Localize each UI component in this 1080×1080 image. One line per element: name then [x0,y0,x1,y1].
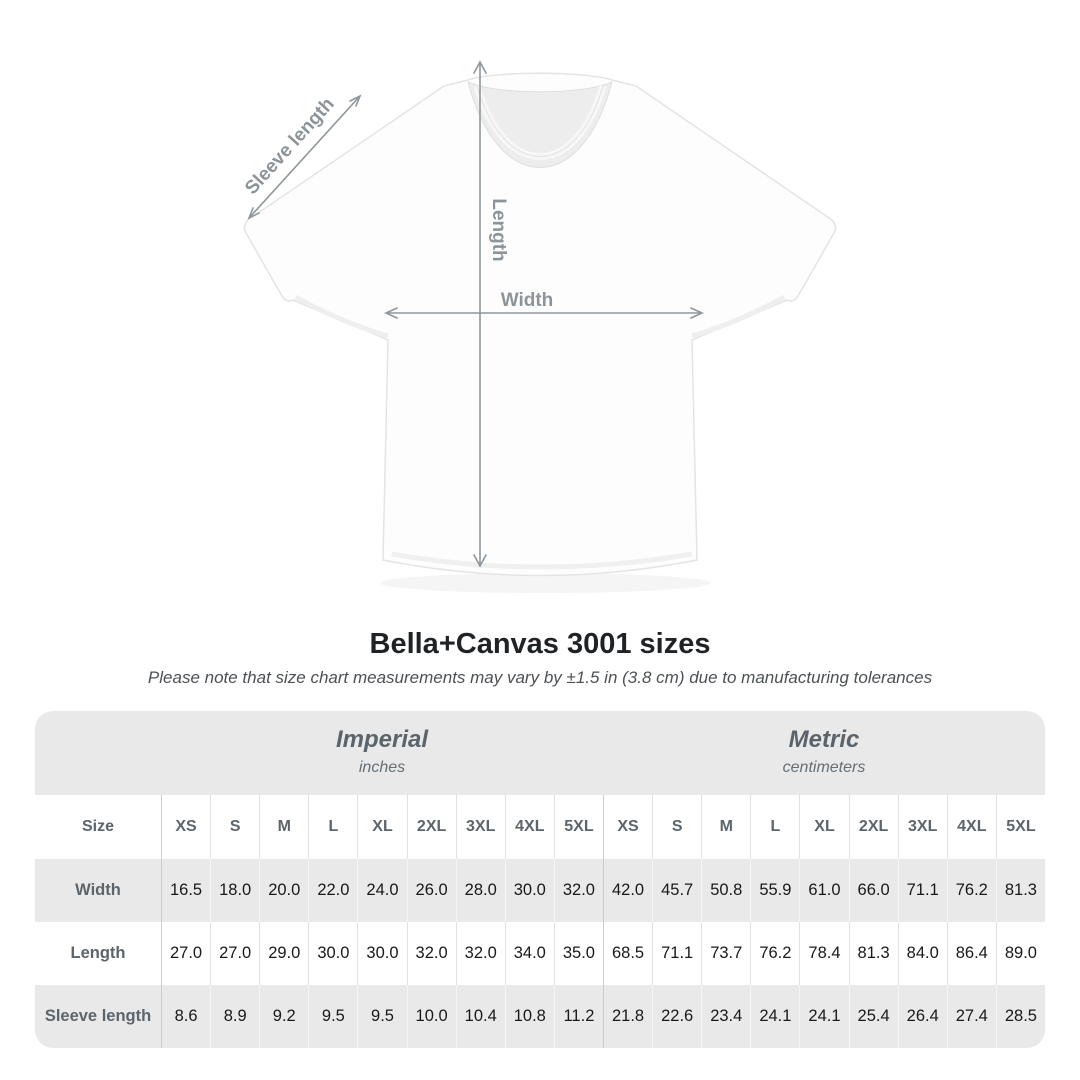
row-label-sleeve-length: Sleeve length [35,985,161,1048]
width-label: Width [500,290,554,311]
cell-sleeve-length-imperial-xs: 8.6 [161,985,210,1048]
cell-width-metric-4xl: 76.2 [947,859,996,922]
cell-sleeve-length-imperial-4xl: 10.8 [505,985,554,1048]
size-header-imperial-3xl: 3XL [456,795,505,859]
imperial-subtitle: inches [358,759,406,777]
cell-width-imperial-s: 18.0 [210,859,259,922]
cell-width-metric-3xl: 71.1 [898,859,947,922]
size-header-metric-m: M [701,795,750,859]
unit-band [35,711,1045,795]
cell-width-imperial-3xl: 28.0 [456,859,505,922]
size-chart-table [35,711,1045,1048]
size-header-metric-xl: XL [799,795,848,859]
cell-width-metric-xs: 42.0 [603,859,652,922]
unit-band-spacer [35,711,161,795]
cell-length-imperial-s: 27.0 [210,922,259,985]
cell-width-metric-l: 55.9 [750,859,799,922]
size-header-imperial-l: L [308,795,357,859]
cell-width-imperial-l: 22.0 [308,859,357,922]
cell-width-imperial-m: 20.0 [259,859,308,922]
size-header-metric-2xl: 2XL [849,795,898,859]
cell-sleeve-length-imperial-m: 9.2 [259,985,308,1048]
cell-length-metric-l: 76.2 [750,922,799,985]
cell-sleeve-length-metric-m: 23.4 [701,985,750,1048]
size-header-metric-l: L [750,795,799,859]
cell-length-imperial-xs: 27.0 [161,922,210,985]
cell-length-imperial-l: 30.0 [308,922,357,985]
cell-sleeve-length-metric-2xl: 25.4 [849,985,898,1048]
cell-sleeve-length-metric-4xl: 27.4 [947,985,996,1048]
cell-sleeve-length-metric-5xl: 28.5 [996,985,1045,1048]
size-header-imperial-s: S [210,795,259,859]
cell-sleeve-length-metric-s: 22.6 [652,985,701,1048]
cell-length-metric-4xl: 86.4 [947,922,996,985]
cell-sleeve-length-imperial-xl: 9.5 [357,985,406,1048]
cell-sleeve-length-imperial-5xl: 11.2 [554,985,603,1048]
sleeve-length-label: Sleeve length [241,93,339,199]
metric-title: Metric [788,726,860,754]
size-header-imperial-5xl: 5XL [554,795,603,859]
size-header-metric-xs: XS [603,795,652,859]
cell-sleeve-length-metric-3xl: 26.4 [898,985,947,1048]
cell-length-imperial-4xl: 34.0 [505,922,554,985]
cell-length-metric-5xl: 89.0 [996,922,1045,985]
size-header-imperial-xs: XS [161,795,210,859]
metric-subtitle: centimeters [782,759,866,777]
size-column-header: Size [35,795,161,859]
cell-sleeve-length-metric-xs: 21.8 [603,985,652,1048]
cell-width-imperial-2xl: 26.0 [407,859,456,922]
cell-length-metric-m: 73.7 [701,922,750,985]
unit-group-imperial [161,711,603,795]
cell-width-metric-m: 50.8 [701,859,750,922]
cell-sleeve-length-imperial-s: 8.9 [210,985,259,1048]
cell-sleeve-length-metric-xl: 24.1 [799,985,848,1048]
cell-sleeve-length-imperial-3xl: 10.4 [456,985,505,1048]
cell-width-metric-2xl: 66.0 [849,859,898,922]
size-header-metric-s: S [652,795,701,859]
cell-sleeve-length-imperial-2xl: 10.0 [407,985,456,1048]
cell-length-imperial-m: 29.0 [259,922,308,985]
size-header-imperial-xl: XL [357,795,406,859]
cell-width-metric-xl: 61.0 [799,859,848,922]
row-label-length: Length [35,922,161,985]
cell-sleeve-length-imperial-l: 9.5 [308,985,357,1048]
size-grid [35,795,1045,1048]
cell-length-metric-xl: 78.4 [799,922,848,985]
cell-width-metric-5xl: 81.3 [996,859,1045,922]
cell-length-metric-3xl: 84.0 [898,922,947,985]
page-title: Bella+Canvas 3001 sizes [369,628,711,660]
row-label-width: Width [35,859,161,922]
cell-length-imperial-3xl: 32.0 [456,922,505,985]
cell-sleeve-length-metric-l: 24.1 [750,985,799,1048]
cell-width-imperial-5xl: 32.0 [554,859,603,922]
title-block [0,628,1080,688]
cell-length-metric-s: 71.1 [652,922,701,985]
imperial-title: Imperial [335,726,429,754]
cell-width-imperial-xl: 24.0 [357,859,406,922]
cell-width-imperial-xs: 16.5 [161,859,210,922]
cell-length-imperial-2xl: 32.0 [407,922,456,985]
unit-group-metric [603,711,1045,795]
cell-length-metric-xs: 68.5 [603,922,652,985]
size-header-metric-4xl: 4XL [947,795,996,859]
tolerance-note: Please note that size chart measurements may vary by ±1.5 in (3.8 cm) due to manufacturing tolerances [147,668,933,688]
size-header-imperial-m: M [259,795,308,859]
cell-length-metric-2xl: 81.3 [849,922,898,985]
cell-width-imperial-4xl: 30.0 [505,859,554,922]
length-label: Length [488,198,509,262]
cell-length-imperial-xl: 30.0 [357,922,406,985]
size-header-imperial-4xl: 4XL [505,795,554,859]
size-header-imperial-2xl: 2XL [407,795,456,859]
cell-width-metric-s: 45.7 [652,859,701,922]
size-header-metric-5xl: 5XL [996,795,1045,859]
cell-length-imperial-5xl: 35.0 [554,922,603,985]
size-header-metric-3xl: 3XL [898,795,947,859]
